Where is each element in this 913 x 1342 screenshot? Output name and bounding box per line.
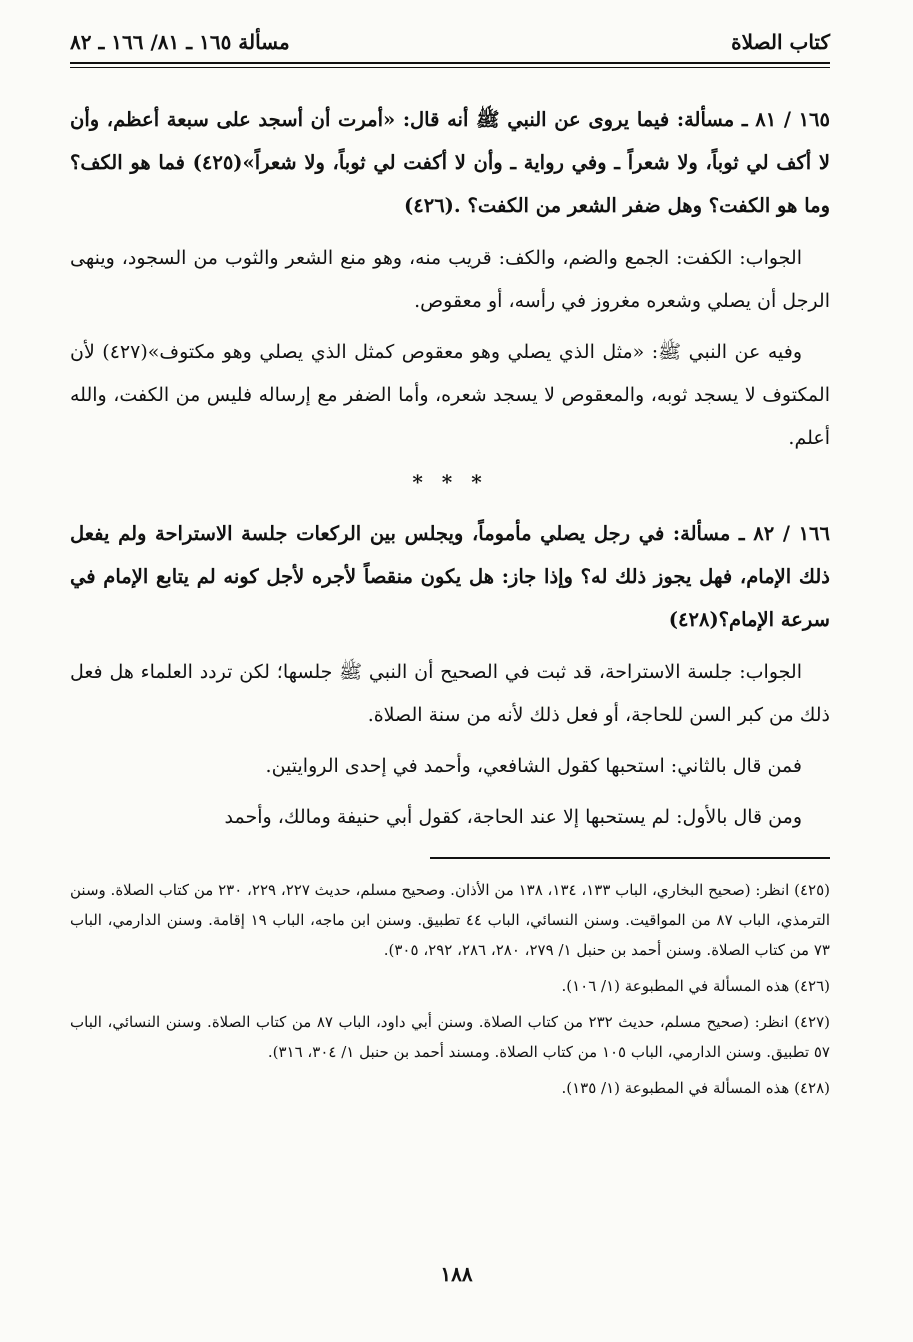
question-165: ١٦٥ / ٨١ ـ مسألة: فيما يروى عن النبي ﷺ أنه قال: «أمرت أن أسجد على سبعة أعظم، وأن لا أكف لي ثوباً، ولا شعراً ـ وفي رواية ـ وأن لا أكفت لي ثوباً، ولا شعراً»(٤٢٥) فما هو الكف؟ وما هو الكفت؟ وهل ضفر الشعر من الكفت؟ .(٤٢٦)	[70, 108, 830, 217]
question-166: ١٦٦ / ٨٢ ـ مسألة: في رجل يصلي مأموماً، ويجلس بين الركعات جلسة الاستراحة ولم يفعل ذلك الإمام، فهل يجوز ذلك له؟ وإذا جاز: هل يكون منقصاً لأجره لأجل كونه لم يتابع الإمام في سرعة الإمام؟(٤٢٨)	[70, 522, 830, 631]
page-number: ١٨٨	[440, 1262, 473, 1286]
book-title: كتاب الصلاة	[731, 30, 830, 54]
footnote-428: (٤٢٨) هذه المسألة في المطبوعة (١/ ١٣٥).	[561, 1079, 830, 1097]
page	[70, 30, 830, 1109]
footnotes	[70, 875, 830, 1103]
issue-reference: مسألة ١٦٥ ـ ٨١/ ١٦٦ ـ ٨٢	[70, 30, 290, 54]
footnote-427: (٤٢٧) انظر: (صحيح مسلم، حديث ٢٣٢ من كتاب الصلاة. وسنن أبي داود، الباب ٨٧ من كتاب الصلاة. وسنن النسائي، الباب ٥٧ تطبيق. وسنن الدارمي، الباب ١٠٥ من كتاب الصلاة. ومسند أحمد بن حنبل ١/ ٣٠٤، ٣١٦).	[70, 1013, 831, 1061]
answer-166-paragraph: ومن قال بالأول: لم يستحبها إلا عند الحاجة، كقول أبي حنيفة ومالك، وأحمد	[224, 806, 802, 828]
footnote-rule	[430, 857, 830, 859]
header-rule-thin	[70, 67, 830, 68]
header-rule	[70, 62, 830, 64]
answer-165-paragraph: وفيه عن النبي ﷺ: «مثل الذي يصلي وهو معقوص كمثل الذي يصلي وهو مكتوف»(٤٢٧) لأن المكتوف لا يسجد ثوبه، والمعقوص لا يسجد شعره، وأما الضفر مع إرساله فليس من الكفت، والله أعلم.	[70, 341, 830, 449]
answer-166-paragraph: فمن قال بالثاني: استحبها كقول الشافعي، وأحمد في إحدى الروايتين.	[265, 755, 802, 777]
running-header	[70, 30, 830, 60]
section-separator: * * *	[412, 470, 488, 494]
footnote-426: (٤٢٦) هذه المسألة في المطبوعة (١/ ١٠٦).	[561, 977, 830, 995]
main-text	[70, 98, 830, 839]
answer-166-paragraph: الجواب: جلسة الاستراحة، قد ثبت في الصحيح أن النبي ﷺ جلسها؛ لكن تردد العلماء هل فعل ذلك من كبر السن للحاجة، أو فعل ذلك لأنه من سنة الصلاة.	[70, 661, 830, 726]
answer-165-paragraph: الجواب: الكفت: الجمع والضم، والكف: قريب منه، وهو منع الشعر والثوب من السجود، وينهى الرجل أن يصلي وشعره مغروز في رأسه، أو معقوص.	[70, 247, 830, 312]
footnote-425: (٤٢٥) انظر: (صحيح البخاري، الباب ١٣٣، ١٣٤، ١٣٨ من الأذان. وصحيح مسلم، حديث ٢٢٧، ٢٢٩، ٢٣٠ من كتاب الصلاة. وسنن الترمذي، الباب ٨٧ من المواقيت. وسنن النسائي، الباب ٤٤ تطبيق. وسنن ابن ماجه، الباب ١٩ إقامة. وسنن الدارمي، الباب ٧٣ من كتاب الصلاة. وسنن أحمد بن حنبل ١/ ٢٧٩، ٢٨٠، ٢٨٦، ٢٩٢، ٣٠٥).	[70, 881, 831, 959]
